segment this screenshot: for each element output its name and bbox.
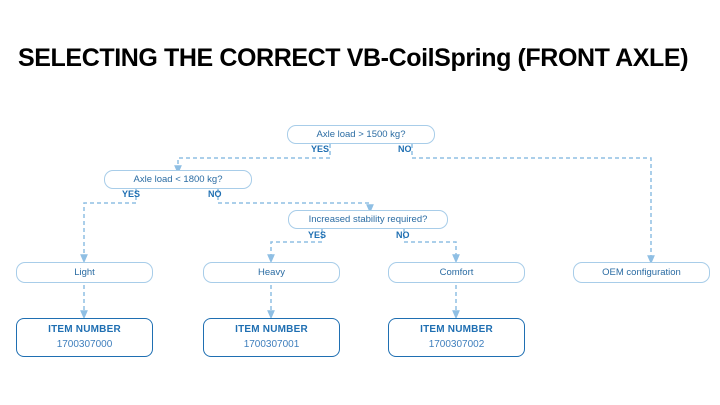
- decision-axle-load-1800-label: Axle load < 1800 kg?: [133, 173, 223, 185]
- item-card-light-number: 1700307000: [56, 338, 113, 350]
- decision-axle-load-1500[interactable]: [287, 125, 435, 144]
- item-card-light[interactable]: [16, 318, 153, 357]
- decision-axle-load-1800[interactable]: [104, 170, 252, 189]
- item-card-comfort-title: ITEM NUMBER: [420, 324, 493, 335]
- item-card-light-title: ITEM NUMBER: [48, 324, 121, 335]
- item-card-heavy-number: 1700307001: [243, 338, 300, 350]
- edge-label-q3-no: NO: [396, 230, 410, 240]
- result-oem-configuration-label: OEM configuration: [602, 266, 681, 278]
- result-oem-configuration[interactable]: [573, 262, 710, 283]
- item-card-comfort[interactable]: [388, 318, 525, 357]
- decision-increased-stability[interactable]: [288, 210, 448, 229]
- result-comfort-label: Comfort: [439, 266, 474, 278]
- item-card-heavy-title: ITEM NUMBER: [235, 324, 308, 335]
- item-card-heavy[interactable]: [203, 318, 340, 357]
- result-light[interactable]: [16, 262, 153, 283]
- page-title: SELECTING THE CORRECT VB-CoilSpring (FRONT AXLE): [18, 44, 689, 72]
- edge-label-q2-no: NO: [208, 189, 222, 199]
- result-light-label: Light: [74, 266, 95, 278]
- result-heavy-label: Heavy: [258, 266, 285, 278]
- result-heavy[interactable]: [203, 262, 340, 283]
- edge-label-q2-yes: YES: [122, 189, 141, 199]
- edge-label-q3-yes: YES: [308, 230, 327, 240]
- edge-label-q1-no: NO: [398, 144, 412, 154]
- decision-axle-load-1500-label: Axle load > 1500 kg?: [316, 128, 406, 140]
- decision-increased-stability-label: Increased stability required?: [308, 213, 428, 225]
- edge-label-q1-yes: YES: [311, 144, 330, 154]
- result-comfort[interactable]: [388, 262, 525, 283]
- item-card-comfort-number: 1700307002: [428, 338, 485, 350]
